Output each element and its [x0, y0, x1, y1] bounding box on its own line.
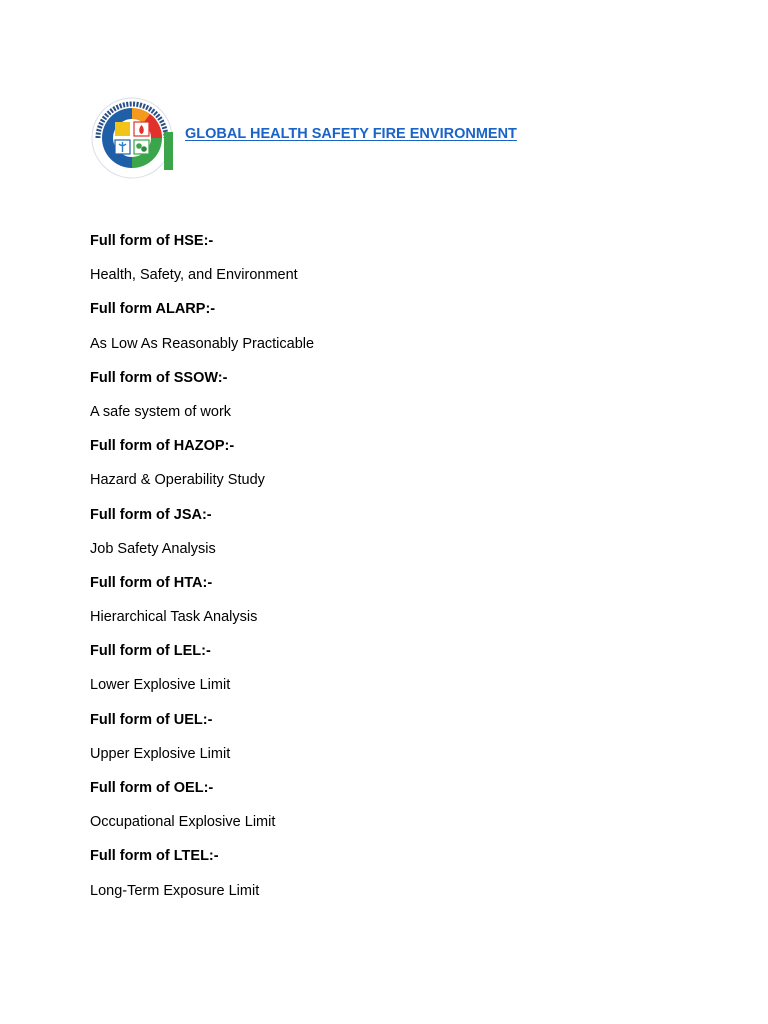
organization-logo — [88, 92, 180, 182]
acronym-entry-ltel — [90, 845, 710, 913]
acronym-term: Full form of SSOW:- — [90, 369, 228, 386]
acronym-meaning: As Low As Reasonably Practicable — [90, 335, 315, 352]
acronym-entry-hse — [90, 230, 710, 298]
acronym-meaning: A safe system of work — [90, 403, 232, 420]
acronym-meaning: Upper Explosive Limit — [90, 745, 231, 762]
acronym-entry-uel — [90, 709, 710, 777]
acronym-meaning: Hierarchical Task Analysis — [90, 609, 258, 626]
acronym-entry-jsa — [90, 504, 710, 572]
acronym-entry-lel — [90, 640, 710, 708]
acronym-meaning: Job Safety Analysis — [90, 540, 216, 557]
acronym-list — [90, 230, 710, 914]
acronym-term: Full form of LTEL:- — [90, 848, 219, 865]
acronym-term: Full form of HAZOP:- — [90, 438, 235, 455]
acronym-term: Full form of JSA:- — [90, 506, 212, 523]
acronym-entry-hta — [90, 572, 710, 640]
organization-link[interactable]: GLOBAL HEALTH SAFETY FIRE ENVIRONMENT — [185, 126, 517, 142]
acronym-meaning: Hazard & Operability Study — [90, 472, 265, 489]
acronym-term: Full form of LEL:- — [90, 643, 211, 660]
acronym-term: Full form ALARP:- — [90, 301, 216, 318]
acronym-meaning: Long-Term Exposure Limit — [90, 882, 260, 899]
acronym-term: Full form of HTA:- — [90, 574, 213, 591]
document-header — [88, 92, 517, 182]
acronym-meaning: Health, Safety, and Environment — [90, 267, 298, 284]
acronym-entry-oel — [90, 777, 710, 845]
acronym-meaning: Occupational Explosive Limit — [90, 814, 276, 831]
acronym-entry-alarp — [90, 298, 710, 366]
acronym-entry-hazop — [90, 435, 710, 503]
acronym-term: Full form of UEL:- — [90, 711, 213, 728]
acronym-meaning: Lower Explosive Limit — [90, 677, 231, 694]
acronym-term: Full form of HSE:- — [90, 233, 214, 249]
acronym-term: Full form of OEL:- — [90, 780, 214, 796]
acronym-entry-ssow — [90, 367, 710, 435]
